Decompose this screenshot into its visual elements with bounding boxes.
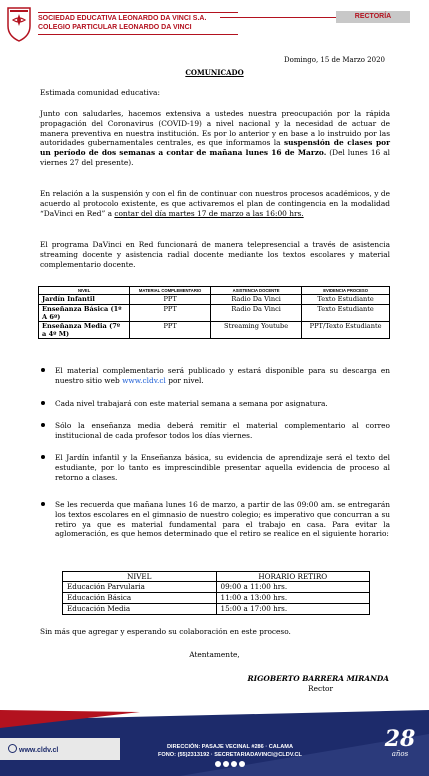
table-cell: Radio Da Vinci <box>210 295 301 305</box>
table-row <box>39 295 390 305</box>
table-cell: Educación Media <box>63 604 217 615</box>
school-name <box>38 14 206 32</box>
table-row <box>39 305 390 322</box>
pickup-schedule-table <box>62 571 370 615</box>
p1-dates: (Del lunes 16 al viernes 27 del presente). <box>40 148 390 167</box>
table-cell: 15:00 a 17:00 hrs. <box>216 604 370 615</box>
table-cell: Enseñanza Básica (1º A 6º) <box>39 305 130 322</box>
social-icons <box>130 761 330 770</box>
table-header: HORARIO RETIRO <box>216 572 370 582</box>
farewell: Atentamente, <box>189 650 240 659</box>
bullet-text: Sólo la enseñanza media deberá remitir el material complementario al correo institucional de cada profesor todos los días viernes. <box>55 421 390 440</box>
footer-address: DIRECCIÓN: PASAJE VECINAL #286 · CALAMA <box>167 744 293 750</box>
globe-icon <box>8 744 17 753</box>
table-cell: PPT/Texto Estudiante <box>302 322 390 339</box>
table-row <box>63 593 370 604</box>
table-cell: PPT <box>130 295 211 305</box>
p2-underlined: contar del día martes 17 de marzo a las 16:00 hrs. <box>114 208 304 218</box>
closing-line: Sin más que agregar y esperando su colaboración en este proceso. <box>40 627 291 636</box>
table-cell: Enseñanza Media (7º a 4º M) <box>39 322 130 339</box>
school-line-2: COLEGIO PARTICULAR LEONARDO DA VINCI <box>38 24 192 31</box>
instagram-icon[interactable] <box>223 761 229 767</box>
bullet-item <box>55 453 390 482</box>
greeting: Estimada comunidad educativa: <box>40 88 160 97</box>
anniversary-word: años <box>391 750 409 758</box>
footer-web[interactable] <box>8 744 58 754</box>
table-header: MATERIAL COMPLEMENTARIO <box>130 287 211 295</box>
header-rule <box>220 17 336 18</box>
letterhead <box>0 0 429 56</box>
table-cell: Texto Estudiante <box>302 305 390 322</box>
table-cell: Streaming Youtube <box>210 322 301 339</box>
bullet-item <box>55 399 390 409</box>
table-cell: Educación Parvularia <box>63 582 217 593</box>
table-header: NIVEL <box>39 287 130 295</box>
signer-name: RIGOBERTO BARRERA MIRANDA <box>247 674 389 683</box>
school-line-1: SOCIEDAD EDUCATIVA LEONARDO DA VINCI S.A. <box>38 15 207 22</box>
footer-phone: FONO: (55)2313192 · SECRETARIADAVINCI@CLDV.CL <box>158 752 302 758</box>
program-table <box>38 286 390 339</box>
anniversary-number: 28 <box>384 726 416 752</box>
school-crest-icon <box>6 6 32 42</box>
bullet-text: Se les recuerda que mañana lunes 16 de marzo, a partir de las 09:00 am. se entregarán los textos escolares en el gimnasio de nuestro colegio; es imperativo que concurran a su retiro ya que es material fundamental para el trabajo en casa. Para evitar la aglomeración, es que hemos determinado que el retiro se realice en el siguiente horario: <box>55 500 390 539</box>
bullet-text: por nivel. <box>165 375 204 385</box>
footer-contact <box>130 743 330 770</box>
p1-bold: suspensión de clases por un período de dos semanas a contar de mañana lunes 16 de Marzo. <box>40 138 390 158</box>
facebook-icon[interactable] <box>215 761 221 767</box>
signer-role: Rector <box>308 684 334 693</box>
paragraph-3: El programa DaVinci en Red funcionará de manera telepresencial a través de asistencia streaming docente y asistencia radial docente mediante los textos escolares y material complementario docente. <box>40 240 390 269</box>
table-cell: PPT <box>130 305 211 322</box>
bullet-item <box>55 366 390 386</box>
table-cell: Radio Da Vinci <box>210 305 301 322</box>
table-row <box>63 604 370 615</box>
table-header: EVIDENCIA PROCESO <box>302 287 390 295</box>
letter-date: Domingo, 15 de Marzo 2020 <box>284 56 385 64</box>
p1-text: Junto con saludarles, hacemos extensiva a ustedes nuestra preocupación por la rápida propagación del Coronavirus (COVID-19) a nivel nacional y la necesidad de actuar de manera preventiva en nuestra institución. Es por lo anterior y en base a lo instruido por las autoridades gubernamentales centrales, es que informamos la <box>40 109 390 148</box>
table-header: ASISTENCIA DOCENTE <box>210 287 301 295</box>
table-row <box>39 322 390 339</box>
anniversary-badge <box>380 728 420 758</box>
bullet-item <box>55 421 390 441</box>
bullet-item <box>55 500 390 539</box>
twitter-icon[interactable] <box>231 761 237 767</box>
bullet-text: Cada nivel trabajará con este material semana a semana por asignatura. <box>55 399 328 408</box>
p2-text: En relación a la suspensión y con el fin de continuar con nuestros procesos académicos, y de acuerdo al protocolo existente, es que activaremos el plan de contingencia en la modalidad “DaVinci en Red” a <box>40 189 390 218</box>
table-row <box>63 582 370 593</box>
table-cell: Educación Básica <box>63 593 217 604</box>
bullet-text: El material complementario será publicado y estará disponible para su descarga en nuestro sitio web <box>55 366 390 385</box>
table-cell: PPT <box>130 322 211 339</box>
footer-web-label: www.cldv.cl <box>19 747 59 754</box>
table-cell: 09:00 a 11:00 hrs. <box>216 582 370 593</box>
letter-title: COMUNICADO <box>185 68 244 77</box>
table-header: NIVEL <box>63 572 217 582</box>
table-cell: Texto Estudiante <box>302 295 390 305</box>
paragraph-2 <box>40 189 390 218</box>
table-cell: Jardín Infantil <box>39 295 130 305</box>
paragraph-1 <box>40 109 390 168</box>
table-cell: 11:00 a 13:00 hrs. <box>216 593 370 604</box>
youtube-icon[interactable] <box>239 761 245 767</box>
rectoria-badge: RECTORÍA <box>336 11 410 23</box>
website-link[interactable]: www.cldv.cl <box>122 375 166 385</box>
bullet-text: El Jardín infantil y la Enseñanza básica, su evidencia de aprendizaje será el texto del estudiante, por lo tanto es imprescindible presentar aquella evidencia de proceso al retorno a clases. <box>55 453 390 482</box>
